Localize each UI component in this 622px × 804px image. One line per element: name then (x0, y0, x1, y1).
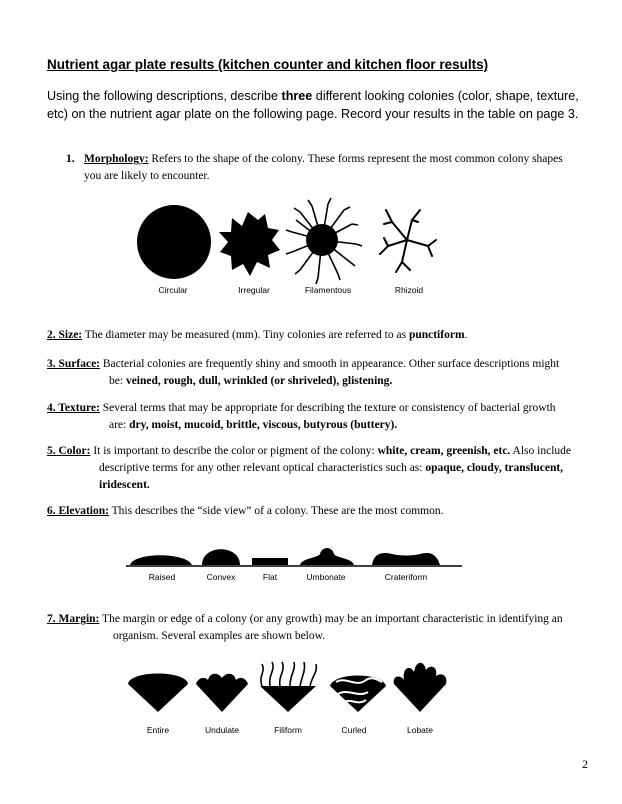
curled-shape (330, 676, 386, 713)
morphology-text: Refers to the shape of the colony. These forms represent the most common colony shapes you are likely to encounter. (84, 153, 563, 182)
color-item (47, 443, 572, 494)
caption-flat: Flat (262, 572, 278, 582)
caption-lobate: Lobate (407, 725, 433, 735)
color-label: 5. Color: (47, 445, 91, 457)
texture-label: 4. Texture: (47, 402, 100, 414)
irregular-shape (219, 212, 280, 276)
color-text1: It is important to describe the color or pigment of the colony: (90, 445, 378, 457)
undulate-shape (196, 674, 248, 712)
texture-terms: dry, moist, mucoid, brittle, viscous, butyrous (buttery). (129, 419, 398, 431)
margin-text: The margin or edge of a colony (or any growth) may be an important characteristic in identifying an organism. Several examples are shown below. (99, 613, 563, 642)
caption-circular: Circular (158, 285, 188, 295)
page-number: 2 (582, 757, 588, 771)
color-text2: Also include descriptive terms for any other relevant optical characteristics such as: (99, 445, 572, 474)
intro-after: different looking colonies (color, shape, texture, etc) on the nutrient agar plate on the following page. Record your results in the table on page 3. (47, 89, 579, 121)
caption-convex: Convex (206, 572, 236, 582)
caption-umbonate: Umbonate (306, 572, 346, 582)
umbonate-shape (300, 548, 354, 565)
flat-shape (252, 558, 288, 565)
page-title: Nutrient agar plate results (kitchen counter and kitchen floor results) (47, 57, 489, 72)
color-terms2: opaque, cloudy, translucent, iridescent. (99, 462, 564, 491)
size-term: punctiform (408, 329, 465, 341)
elevation-text: This describes the “side view” of a colony. These are the most common. (108, 505, 444, 517)
surface-label: 3. Surface: (47, 358, 101, 370)
caption-filamentous: Filamentous (304, 285, 352, 295)
margin-figure (128, 662, 446, 712)
circular-shape (137, 205, 211, 279)
intro-bold: three (281, 89, 313, 103)
caption-entire: Entire (146, 725, 170, 735)
filamentous-shape (286, 198, 362, 284)
raised-shape (130, 555, 192, 565)
surface-text: Bacterial colonies are frequently shiny and smooth in appearance. Other surface descriptions might be: (100, 358, 560, 387)
caption-raised: Raised (148, 572, 176, 582)
lobate-shape (394, 663, 447, 712)
size-item (47, 327, 587, 344)
margin-label: 7. Margin: (47, 613, 100, 625)
caption-undulate: Undulate (204, 725, 240, 735)
crateriform-shape (372, 553, 440, 565)
surface-item (47, 356, 562, 390)
texture-text: Several terms that may be appropriate for describing the texture or consistency of bacterial growth are: (99, 402, 556, 431)
margin-item (47, 611, 585, 645)
morphology-number: 1. (66, 153, 75, 165)
entire-shape (128, 674, 188, 713)
elevation-figure (126, 548, 462, 566)
morphology-figure (137, 198, 436, 284)
caption-crateriform: Crateriform (384, 572, 428, 582)
intro-before: Using the following descriptions, describe (47, 89, 282, 103)
caption-curled: Curled (341, 725, 367, 735)
elevation-item (47, 503, 587, 520)
color-terms1: white, cream, greenish, etc. (377, 445, 511, 457)
surface-terms: veined, rough, dull, wrinkled (or shriveled), glistening. (125, 375, 393, 387)
caption-rhizoid: Rhizoid (394, 285, 424, 295)
size-end: . (464, 329, 468, 341)
caption-irregular: Irregular (238, 285, 270, 295)
filiform-shape (260, 662, 316, 712)
rhizoid-shape (380, 210, 436, 272)
size-text: The diameter may be measured (mm). Tiny colonies are referred to as (82, 329, 409, 341)
texture-item (47, 400, 562, 434)
caption-filiform: Filiform (274, 725, 302, 735)
size-label: 2. Size: (47, 329, 83, 341)
morphology-label: Morphology: (84, 153, 149, 165)
convex-shape (202, 549, 240, 565)
elevation-label: 6. Elevation: (47, 505, 109, 517)
